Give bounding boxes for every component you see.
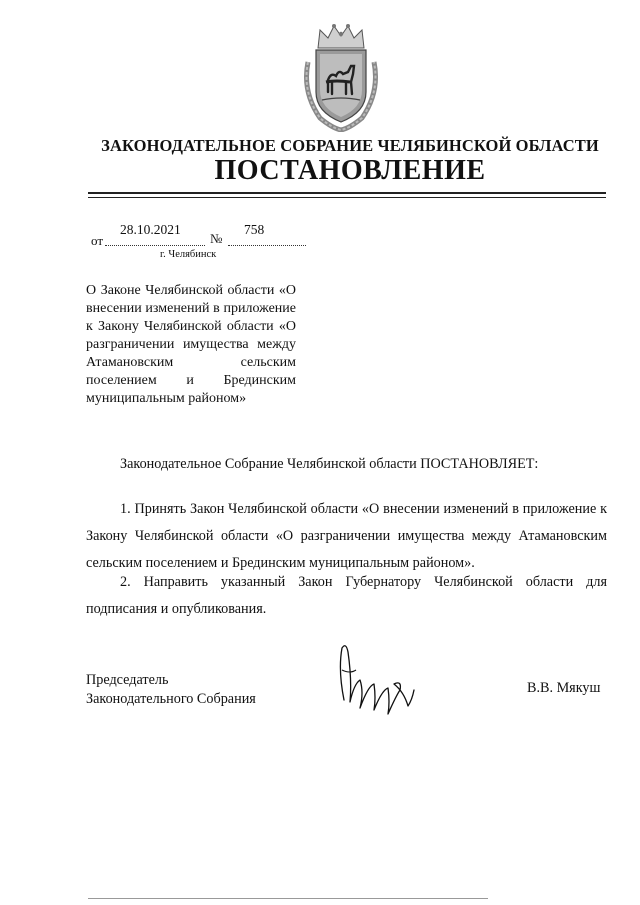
document-type-title: ПОСТАНОВЛЕНИЕ	[214, 155, 486, 186]
resolves-statement: Законодательное Собрание Челябинской области ПОСТАНОВЛЯЕТ:	[120, 456, 539, 472]
document-number: 758	[244, 222, 265, 237]
number-underline	[228, 245, 306, 246]
organization-title: ЗАКОНОДАТЕЛЬНОЕ СОБРАНИЕ ЧЕЛЯБИНСКОЙ ОБЛАСТИ	[101, 136, 599, 155]
document-date: 28.10.2021	[120, 222, 181, 237]
coat-of-arms-icon	[298, 22, 384, 132]
signatory-role-line-1: Председатель	[86, 672, 169, 688]
header-divider-thin	[88, 197, 606, 198]
footer-line	[88, 898, 488, 899]
resolution-item-2: 2. Направить указанный Закон Губернатору Челябинской области для подписания и опубликования.	[86, 574, 607, 617]
handwritten-signature	[330, 640, 420, 720]
signatory-name: В.В. Мякуш	[527, 680, 601, 696]
resolution-item-1: 1. Принять Закон Челябинской области «О внесении изменений в приложение к Закону Челябинской области «О разграничении имущества между Атамановским сельским поселением и Брединским муниципальным районом».	[86, 501, 607, 571]
document-subject: О Законе Челябинской области «О внесении изменений в приложение к Закону Челябинской области «О разграничении имущества между Атамановским сельским поселением и Брединским муниципальным районом»	[86, 283, 296, 406]
date-underline	[105, 245, 205, 246]
signatory-role-line-2: Законодательного Собрания	[86, 691, 256, 707]
number-prefix: №	[210, 231, 223, 246]
header-divider-thick	[88, 192, 606, 194]
city-label: г. Челябинск	[160, 249, 217, 260]
signatory-role	[86, 671, 256, 709]
date-prefix: от	[91, 233, 104, 248]
